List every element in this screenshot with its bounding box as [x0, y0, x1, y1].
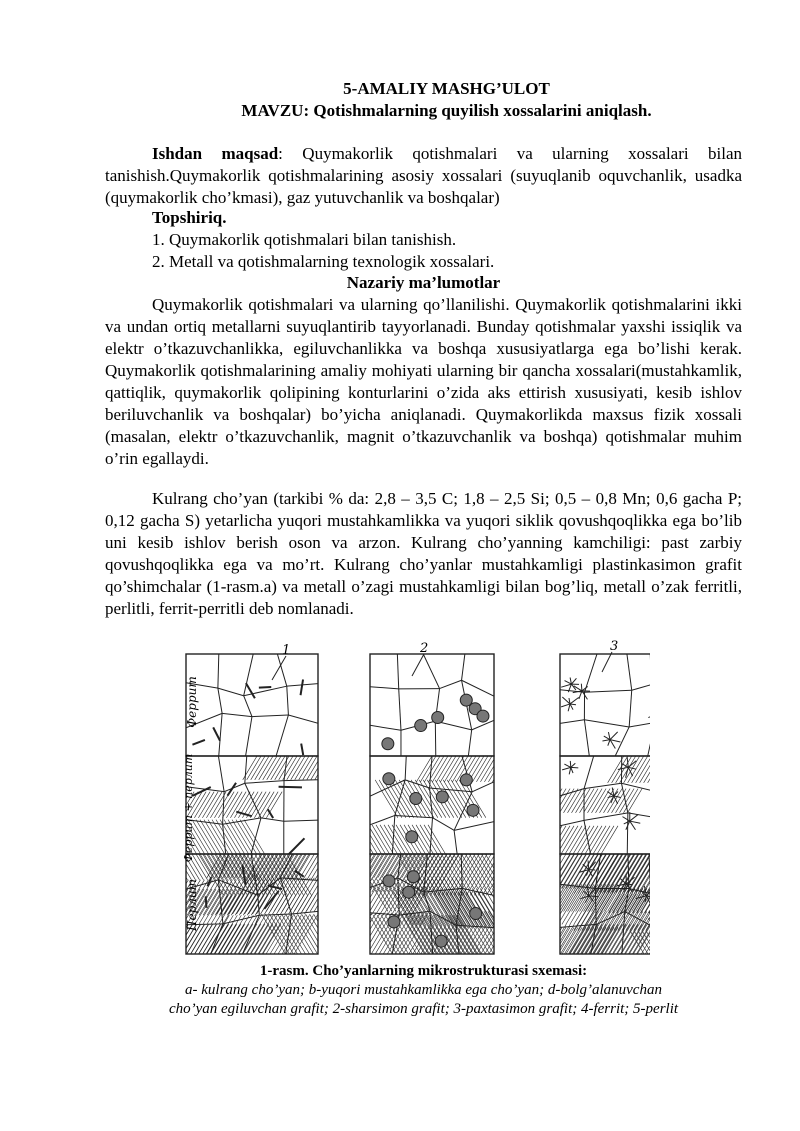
- column-label-2: 2: [420, 641, 429, 656]
- theory-heading: Nazariy ma’lumotlar: [346, 273, 501, 292]
- column-label-1: 1: [282, 643, 291, 658]
- page-title: 5-AMALIY MASHG’ULOT: [343, 79, 550, 98]
- micro-cell-2-2: [340, 756, 520, 854]
- micro-cell-3-2: [513, 756, 650, 854]
- theory-paragraph-2: Kulrang cho’yan (tarkibi % da: 2,8 – 3,5 C; 1,8 – 2,5 Si; 0,5 – 0,8 Mn; 0,6 gacha P; 0,12 gacha S) yetarlicha yuqori mustahkamlikka va yuqori siklik qovushqoqlikka ega bo’lib uni kesib ishlov berish oson va arzon. Kulrang cho’yanning kamchiligi: past zarbiy qovushqoqlikka ega va mo’rt. Kulrang cho’yanlar mustahkamligi plastinkasimon grafit qo’shimchalar (1-rasm.a) va metall o’zagi mustahkamligi bilan bog’liq, metall o’zak ferritli, perlitli, ferrit-perritli deb nomlanadi.: [105, 489, 742, 618]
- micro-cell-2-1: [370, 654, 494, 756]
- column-label-3: 3: [610, 640, 619, 654]
- task-label: Topshiriq.: [152, 208, 227, 227]
- row-label-ferrite-pearlite: Феррит + перлит: [182, 753, 195, 863]
- goal-text: : Quymakorlik qotishmalari va ularning xossalari bilan tanishish.Quymakorlik qotishmalarining asosiy xossalari (suyuqlanib oquvchanlik, usadka (quymakorlik cho’kmasi), gaz yutuvchanlik va boshqalar): [105, 144, 742, 207]
- goal-label: Ishdan maqsad: [152, 144, 279, 163]
- figure-caption-title: 1-rasm. Cho’yanlarning mikrostrukturasi sxemasi:: [259, 963, 588, 979]
- row-label-ferrite: Феррит: [185, 676, 199, 728]
- micro-cell-1-1: [186, 654, 318, 756]
- task-item-2: 2. Metall va qotishmalarning texnologik xossalari.: [152, 252, 495, 271]
- page-subtitle: MAVZU: Qotishmalarning quyilish xossalarini aniqlash.: [241, 101, 652, 120]
- row-label-pearlite: Перлит: [185, 879, 199, 931]
- figure-caption-line-2: cho’yan egiluvchan grafit; 2-sharsimon grafit; 3-paxtasimon grafit; 4-ferrit; 5-perlit: [168, 1001, 679, 1017]
- task-item-1: 1. Quymakorlik qotishmalari bilan tanishish.: [152, 230, 457, 249]
- theory-paragraph-1: Quymakorlik qotishmalari va ularning qo’llanilishi. Quymakorlik qotishmalarini ikki va undan ortiq metallarni suyuqlantirib tayyorlanadi. Bunday qotishmalar yaxshi issiqlik va elektr o’tkazuvchanlikka, egiluvchanlikka va boshqa xususiyatlarga ega bo’lishi kerak. Quymakorlik qotishmalarining amaliy mohiyati ularning bir qancha xossalari(mustahkamlik, qattiqlik, quymakorlik qolipining konturlarini o’zida aks ettirish xususiyati, kesib ishlov beriluvchanlik va boshqalar) bo’yicha aniqlanadi. Quymakorlikda maxsus fizik xossali (masalan, elektr o’tkazuvchanlik, magnit o’tkazuvchanlik va boshqa) qotishmalar muhim o’rin egallaydi.: [105, 295, 742, 468]
- micro-cell-3-3: [506, 854, 650, 954]
- micro-cell-2-3: [315, 854, 544, 954]
- figure-panels: [150, 652, 650, 954]
- micro-cell-1-3: [150, 854, 374, 954]
- goal-paragraph: [105, 143, 742, 209]
- figure-caption-line-1: a- kulrang cho’yan; b-yuqori mustahkamlikka ega cho’yan; d-bolg’alanuvchan: [185, 982, 662, 998]
- micro-cell-3-1: [560, 654, 650, 756]
- microstructure-figure: [150, 640, 650, 960]
